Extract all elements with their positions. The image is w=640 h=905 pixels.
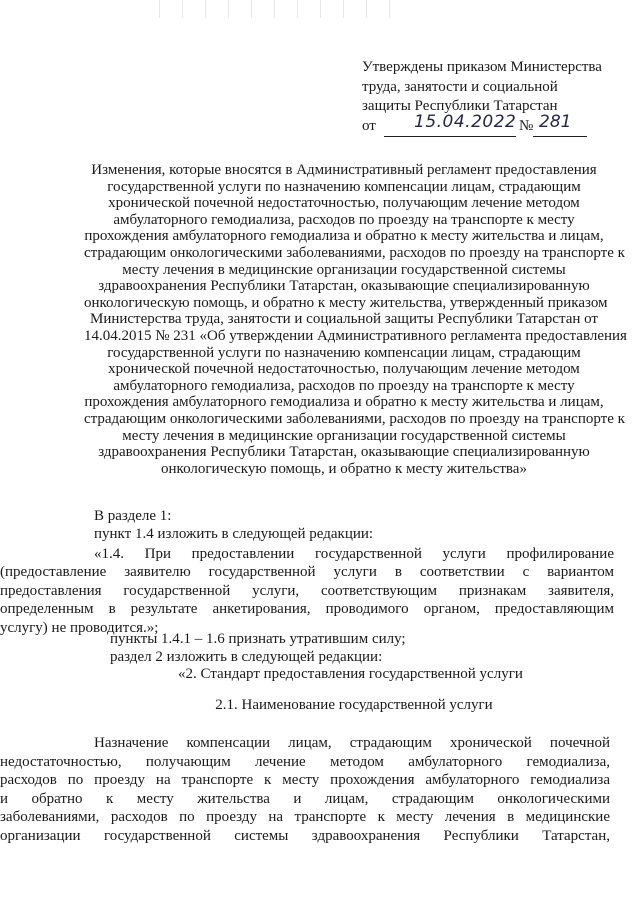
approval-stamp xyxy=(362,58,622,137)
title-line: прохождения амбулаторного гемодиализа и обратно к месту жительства и лицам, xyxy=(84,394,604,411)
title-line: хронической почечной недостаточностью, получающим лечение методом xyxy=(108,361,580,378)
approval-date-field xyxy=(384,111,517,137)
section-2-1-paragraph xyxy=(0,734,610,846)
standard-title: «2. Стандарт предоставления государственной услуги xyxy=(178,666,523,682)
quote-line: (предоставление заявителю государственной услуги в соответствии с вариантом xyxy=(0,564,614,581)
title-line: месту лечения в медицинские организации государственной системы xyxy=(122,261,566,278)
approval-line-1: Утверждены приказом Министерства xyxy=(362,59,602,75)
title-line: онкологическую помощь, и обратно к месту жительства, утвержденный приказом xyxy=(84,294,608,311)
title-line: хронической почечной недостаточностью, получающим лечение методом xyxy=(108,195,580,212)
approval-number-handwritten: 281 xyxy=(539,111,572,132)
section-2-intro xyxy=(110,630,406,667)
title-line: страдающим онкологическими заболеваниями, расходов по проезду на транспорте к xyxy=(84,410,625,427)
paragraph-line: расходов по проезду на транспорте к месту прохождения амбулаторного гемодиализа xyxy=(0,772,610,789)
title-line: онкологическую помощь, и обратно к месту жительства» xyxy=(161,460,527,477)
paragraph-line: организации государственной системы здравоохранения Республики Татарстан, xyxy=(0,827,610,844)
point-1-4-intro: пункт 1.4 изложить в следующей редакции: xyxy=(94,526,374,543)
approval-from-label: от xyxy=(362,117,376,134)
paragraph-line: заболеваниями, расходов по проезду на транспорте к месту лечения в медицинские xyxy=(0,809,610,826)
title-line: 14.04.2015 № 231 «Об утверждении Административного регламента предоставления xyxy=(84,327,627,344)
title-line: амбулаторного гемодиализа, расходов по проезду на транспорте к месту xyxy=(113,211,575,228)
title-line: прохождения амбулаторного гемодиализа и обратно к месту жительства и лицам, xyxy=(84,228,604,245)
paragraph-line: недостаточностью, получающим лечение методом амбулаторного гемодиализа, xyxy=(0,753,610,770)
scan-artifact xyxy=(150,0,400,18)
section-2-1-heading: 2.1. Наименование государственной услуги xyxy=(215,697,493,713)
title-line: здравоохранения Республики Татарстан, оказывающие специализированную xyxy=(98,444,590,461)
section-2-intro-line: раздел 2 изложить в следующей редакции: xyxy=(110,649,383,666)
title-line: страдающим онкологическими заболеваниями, расходов по проезду на транспорте к xyxy=(84,244,625,261)
approval-number-field xyxy=(533,111,587,137)
section-1-intro xyxy=(94,507,614,544)
title-line: амбулаторного гемодиализа, расходов по проезду на транспорте к месту xyxy=(113,377,575,394)
document-title xyxy=(84,162,627,477)
approval-number-sign: № xyxy=(519,117,534,134)
section-1-label: В разделе 1: xyxy=(94,508,172,524)
title-line: здравоохранения Республики Татарстан, оказывающие специализированную xyxy=(98,278,590,295)
quote-line: услугу) не проводится.»; xyxy=(0,619,159,636)
approval-line-3: защиты Республики Татарстан xyxy=(362,98,558,114)
title-line: Изменения, которые вносятся в Административный регламент предоставления xyxy=(91,162,597,178)
quote-line: определенным в результате анкетирования, проводимого органом, предоставляющим xyxy=(0,601,614,618)
title-line: государственной услуги по назначению компенсации лицам, страдающим xyxy=(107,178,581,195)
paragraph-line: и обратно к месту жительства и лицам, страдающим онкологическими xyxy=(0,790,610,807)
approval-date-handwritten: 15.04.2022 xyxy=(414,111,517,132)
paragraph-line: Назначение компенсации лицам, страдающим хронической почечной xyxy=(94,735,610,751)
title-line: месту лечения в медицинские организации государственной системы xyxy=(122,427,566,444)
approval-line-2: труда, занятости и социальной xyxy=(362,78,558,95)
point-1-4-quote xyxy=(0,545,614,637)
title-line: Министерства труда, занятости и социальной защиты Республики Татарстан от xyxy=(89,311,598,328)
points-void-line: пункты 1.4.1 – 1.6 признать утратившим силу; xyxy=(110,631,406,647)
quote-line: предоставления государственной услуги, соответствующим признакам заявителя, xyxy=(0,582,614,599)
approval-date-row xyxy=(362,111,622,137)
title-line: государственной услуги по назначению компенсации лицам, страдающим xyxy=(107,344,581,361)
quote-line: «1.4. При предоставлении государственной услуги профилирование xyxy=(94,546,614,562)
